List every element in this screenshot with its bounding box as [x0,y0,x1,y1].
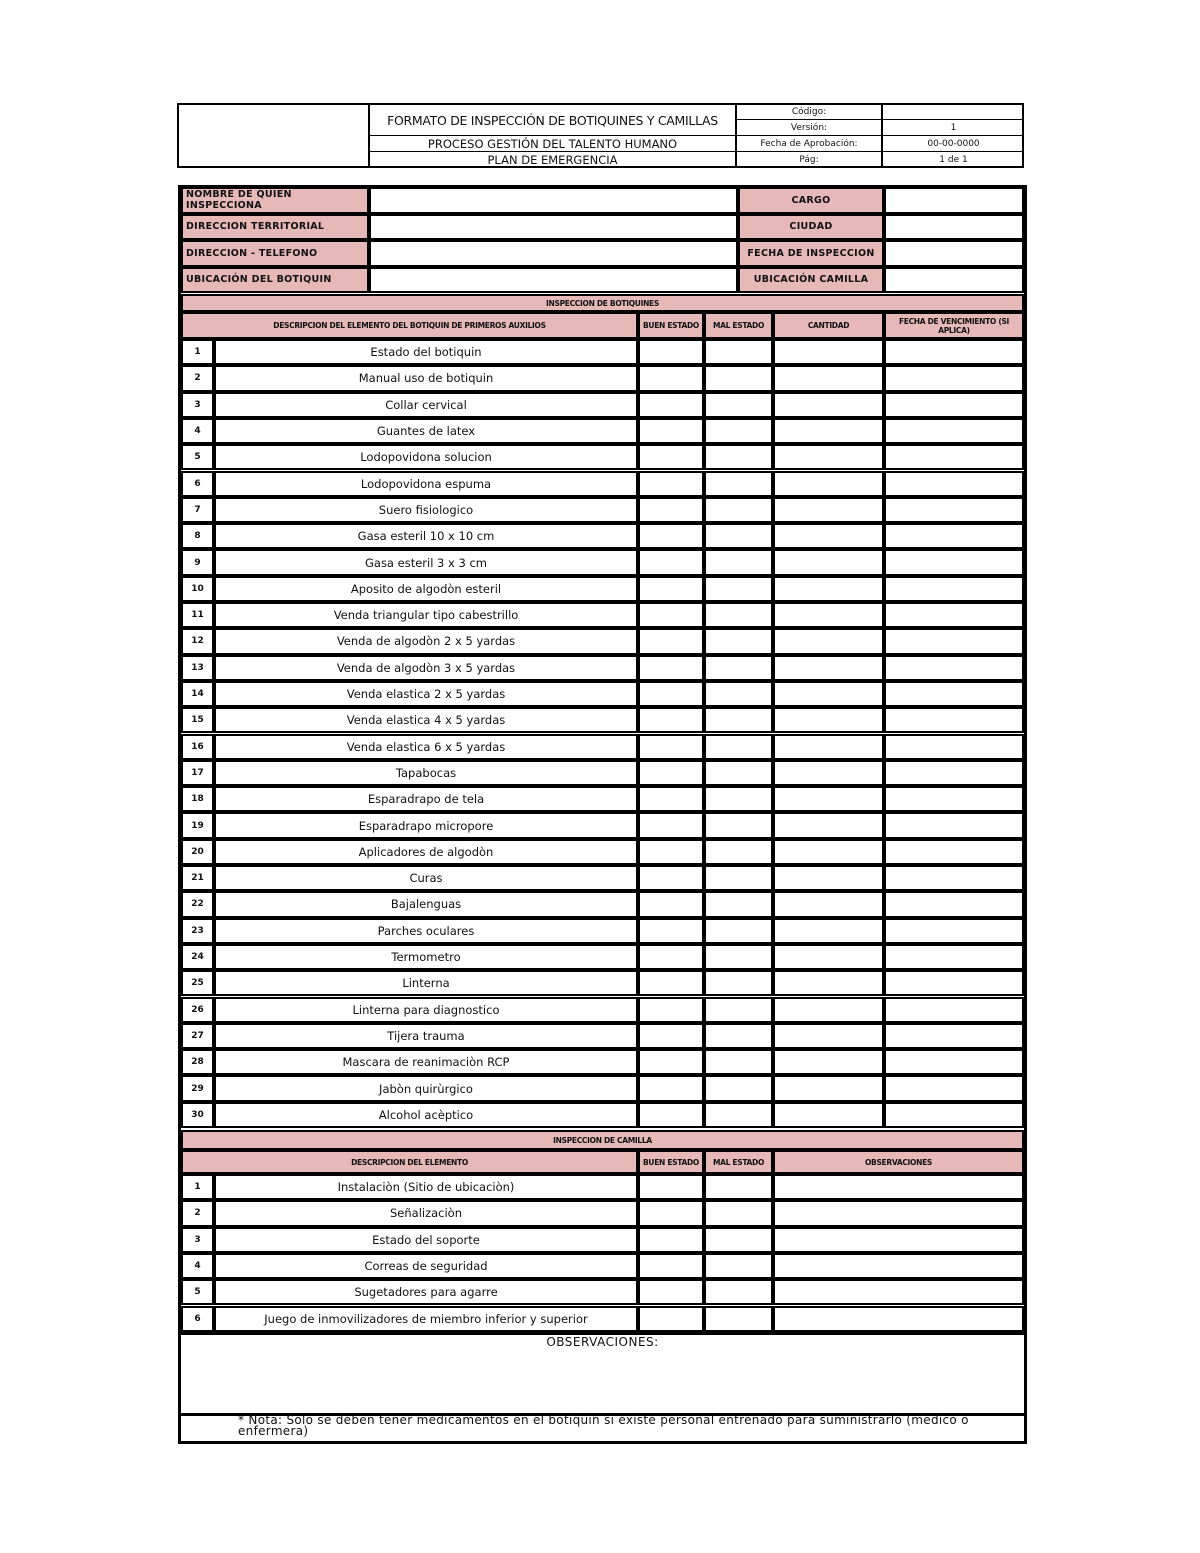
kit-item-good-field[interactable] [638,1102,704,1128]
kit-item-good-field[interactable] [638,602,704,628]
kit-item-name: Alcohol acèptico [214,1102,638,1128]
kit-item-good-field[interactable] [638,812,704,838]
kit-item-good-field[interactable] [638,1075,704,1101]
stretcher-item-name: Señalizaciòn [214,1200,638,1226]
kit-item-quantity-field[interactable] [773,1049,884,1075]
kit-item-name: Linterna [214,970,638,996]
kit-item-quantity-field[interactable] [773,707,884,733]
kit-item-bad-field[interactable] [704,576,773,602]
kit-item-good-field[interactable] [638,918,704,944]
kit-item-expiry-field[interactable] [884,681,1024,707]
kit-item-expiry-field[interactable] [884,365,1024,391]
kit-item-name: Gasa esteril 3 x 3 cm [214,549,638,575]
kit-item-name: Curas [214,865,638,891]
meta-label-code: Código: [791,107,827,117]
kit-item-name: Jabòn quirùrgico [214,1075,638,1101]
field-address[interactable] [369,240,738,267]
kit-item-quantity-field[interactable] [773,839,884,865]
field-territorial[interactable] [369,214,738,241]
kit-item-number: 11 [181,602,214,628]
stretcher-item-observations-field[interactable] [773,1227,1024,1253]
kit-item-good-field[interactable] [638,549,704,575]
kit-item-name: Lodopovidona espuma [214,471,638,497]
kit-item-quantity-field[interactable] [773,444,884,470]
kit-item-bad-field[interactable] [704,681,773,707]
kit-item-name: Esparadrapo micropore [214,812,638,838]
kit-item-bad-field[interactable] [704,997,773,1023]
kit-item-name: Esparadrapo de tela [214,786,638,812]
kit-col-quantity: CANTIDAD [773,312,884,339]
meta-label-approval-date: Fecha de Aprobación: [760,138,858,149]
note-text: * Nota: Solo se deben tener medicamentos en el botiquin si existe personal entrenado para suministrarlo (médico o enfermera) [238,1413,969,1438]
stretcher-item-good-field[interactable] [638,1306,704,1332]
kit-item-number: 10 [181,576,214,602]
kit-item-expiry-field[interactable] [884,576,1024,602]
label-address-right: FECHA DE INSPECCION [738,240,884,267]
kit-item-name: Venda de algodòn 3 x 5 yardas [214,655,638,681]
kit-item-expiry-field[interactable] [884,444,1024,470]
kit-item-quantity-field[interactable] [773,1075,884,1101]
kit-item-quantity-field[interactable] [773,497,884,523]
kit-item-good-field[interactable] [638,997,704,1023]
kit-item-name: Manual uso de botiquin [214,365,638,391]
kit-item-bad-field[interactable] [704,760,773,786]
kit-item-name: Aplicadores de algodòn [214,839,638,865]
kit-col-good: BUEN ESTADO [638,312,704,339]
kit-item-bad-field[interactable] [704,812,773,838]
kit-item-name: Venda elastica 4 x 5 yardas [214,707,638,733]
field-inspector[interactable] [369,187,738,214]
kit-item-good-field[interactable] [638,523,704,549]
kit-item-good-field[interactable] [638,839,704,865]
stretcher-item-number: 2 [181,1200,214,1226]
kit-item-good-field[interactable] [638,681,704,707]
kit-item-good-field[interactable] [638,418,704,444]
stretcher-item-name: Estado del soporte [214,1227,638,1253]
kit-item-quantity-field[interactable] [773,365,884,391]
kit-item-expiry-field[interactable] [884,760,1024,786]
kit-item-expiry-field[interactable] [884,918,1024,944]
label-territorial-right: CIUDAD [738,214,884,241]
kit-item-quantity-field[interactable] [773,339,884,365]
kit-item-name: Suero fisiologico [214,497,638,523]
kit-item-expiry-field[interactable] [884,786,1024,812]
kit-item-number: 17 [181,760,214,786]
kit-item-quantity-field[interactable] [773,655,884,681]
plan-name: PLAN DE EMERGENCIA [487,152,618,167]
kit-item-bad-field[interactable] [704,944,773,970]
kit-item-number: 6 [181,471,214,497]
kit-item-expiry-field[interactable] [884,471,1024,497]
stretcher-item-name: Instalaciòn (Sitio de ubicaciòn) [214,1174,638,1200]
kit-item-bad-field[interactable] [704,865,773,891]
stretcher-item-bad-field[interactable] [704,1279,773,1305]
label-kit-location: UBICACIÓN DEL BOTIQUIN [181,267,369,294]
kit-item-good-field[interactable] [638,365,704,391]
process-name: PROCESO GESTIÓN DEL TALENTO HUMANO [427,136,678,151]
kit-item-bad-field[interactable] [704,523,773,549]
kit-item-number: 28 [181,1049,214,1075]
stretcher-section-title: INSPECCION DE CAMILLA [181,1130,1024,1150]
kit-item-quantity-field[interactable] [773,812,884,838]
kit-item-quantity-field[interactable] [773,523,884,549]
kit-item-number: 27 [181,1023,214,1049]
kit-item-good-field[interactable] [638,865,704,891]
kit-item-quantity-field[interactable] [773,549,884,575]
kit-item-expiry-field[interactable] [884,1102,1024,1128]
kit-item-number: 21 [181,865,214,891]
label-territorial: DIRECCION TERRITORIAL [181,214,369,241]
stretcher-item-good-field[interactable] [638,1253,704,1279]
kit-item-number: 2 [181,365,214,391]
kit-item-expiry-field[interactable] [884,497,1024,523]
stretcher-item-observations-field[interactable] [773,1253,1024,1279]
stretcher-item-number: 6 [181,1306,214,1332]
kit-item-quantity-field[interactable] [773,628,884,654]
kit-item-number: 18 [181,786,214,812]
kit-item-bad-field[interactable] [704,1049,773,1075]
kit-item-bad-field[interactable] [704,1102,773,1128]
kit-item-name: Gasa esteril 10 x 10 cm [214,523,638,549]
observations-label: OBSERVACIONES: [546,1335,659,1349]
kit-item-name: Termometro [214,944,638,970]
stretcher-item-number: 4 [181,1253,214,1279]
kit-item-bad-field[interactable] [704,628,773,654]
stretcher-item-name: Correas de seguridad [214,1253,638,1279]
label-inspector: NOMBRE DE QUIEN INSPECCIONA [181,187,369,214]
kit-item-expiry-field[interactable] [884,970,1024,996]
kit-item-bad-field[interactable] [704,497,773,523]
stretcher-col-bad: MAL ESTADO [704,1150,773,1174]
kit-item-good-field[interactable] [638,628,704,654]
meta-value-approval-date: 00-00-0000 [927,138,980,149]
label-inspector-right: CARGO [738,187,884,214]
meta-value-version: 1 [950,122,957,133]
kit-item-bad-field[interactable] [704,891,773,917]
kit-item-quantity-field[interactable] [773,734,884,760]
kit-item-expiry-field[interactable] [884,418,1024,444]
field-territorial-right[interactable] [884,214,1024,241]
kit-item-expiry-field[interactable] [884,339,1024,365]
label-address: DIRECCION - TELEFONO [181,240,369,267]
stretcher-item-observations-field[interactable] [773,1306,1024,1332]
kit-item-number: 9 [181,549,214,575]
kit-item-expiry-field[interactable] [884,1049,1024,1075]
kit-col-bad: MAL ESTADO [704,312,773,339]
kit-item-number: 20 [181,839,214,865]
kit-item-name: Aposito de algodòn esteril [214,576,638,602]
kit-item-name: Linterna para diagnostico [214,997,638,1023]
stretcher-item-number: 3 [181,1227,214,1253]
kit-item-good-field[interactable] [638,786,704,812]
kit-item-name: Mascara de reanimaciòn RCP [214,1049,638,1075]
field-address-right[interactable] [884,240,1024,267]
kit-item-number: 5 [181,444,214,470]
kit-item-expiry-field[interactable] [884,944,1024,970]
kit-item-good-field[interactable] [638,655,704,681]
kit-item-bad-field[interactable] [704,418,773,444]
kit-item-good-field[interactable] [638,1023,704,1049]
kit-item-expiry-field[interactable] [884,655,1024,681]
kit-item-bad-field[interactable] [704,549,773,575]
kit-item-good-field[interactable] [638,760,704,786]
kit-item-good-field[interactable] [638,970,704,996]
meta-value-code [883,105,1024,119]
kit-item-good-field[interactable] [638,891,704,917]
kit-item-number: 26 [181,997,214,1023]
kit-item-bad-field[interactable] [704,1023,773,1049]
kit-item-good-field[interactable] [638,1049,704,1075]
kit-item-bad-field[interactable] [704,365,773,391]
kit-item-good-field[interactable] [638,444,704,470]
kit-item-number: 8 [181,523,214,549]
kit-item-number: 14 [181,681,214,707]
kit-item-name: Parches oculares [214,918,638,944]
kit-item-good-field[interactable] [638,707,704,733]
kit-item-number: 30 [181,1102,214,1128]
kit-item-quantity-field[interactable] [773,865,884,891]
kit-item-bad-field[interactable] [704,839,773,865]
kit-item-quantity-field[interactable] [773,471,884,497]
kit-item-name: Venda elastica 6 x 5 yardas [214,734,638,760]
stretcher-col-good: BUEN ESTADO [638,1150,704,1174]
kit-item-name: Collar cervical [214,392,638,418]
kit-item-name: Guantes de latex [214,418,638,444]
kit-item-good-field[interactable] [638,392,704,418]
kit-item-name: Tapabocas [214,760,638,786]
stretcher-item-name: Sugetadores para agarre [214,1279,638,1305]
kit-item-expiry-field[interactable] [884,1075,1024,1101]
kit-item-number: 12 [181,628,214,654]
kit-item-bad-field[interactable] [704,471,773,497]
kit-section-title: INSPECCION DE BOTIQUINES [181,294,1024,312]
kit-item-number: 24 [181,944,214,970]
kit-item-good-field[interactable] [638,576,704,602]
kit-item-quantity-field[interactable] [773,997,884,1023]
kit-item-bad-field[interactable] [704,918,773,944]
kit-item-number: 4 [181,418,214,444]
kit-item-quantity-field[interactable] [773,392,884,418]
label-kit-location-right: UBICACIÓN CAMILLA [738,267,884,294]
kit-item-expiry-field[interactable] [884,392,1024,418]
stretcher-col-observations: OBSERVACIONES [773,1150,1024,1174]
kit-item-good-field[interactable] [638,497,704,523]
kit-item-number: 7 [181,497,214,523]
field-kit-location[interactable] [369,267,738,294]
kit-item-number: 22 [181,891,214,917]
stretcher-item-bad-field[interactable] [704,1253,773,1279]
kit-item-quantity-field[interactable] [773,576,884,602]
kit-item-number: 23 [181,918,214,944]
kit-item-good-field[interactable] [638,734,704,760]
kit-item-expiry-field[interactable] [884,865,1024,891]
kit-item-good-field[interactable] [638,944,704,970]
stretcher-item-observations-field[interactable] [773,1174,1024,1200]
kit-item-bad-field[interactable] [704,1075,773,1101]
kit-item-expiry-field[interactable] [884,1023,1024,1049]
kit-col-expiry: FECHA DE VENCIMIENTO (SI APLICA) [884,312,1024,339]
kit-item-number: 15 [181,707,214,733]
kit-item-bad-field[interactable] [704,655,773,681]
kit-item-quantity-field[interactable] [773,1102,884,1128]
kit-item-expiry-field[interactable] [884,523,1024,549]
kit-item-expiry-field[interactable] [884,628,1024,654]
kit-item-bad-field[interactable] [704,444,773,470]
stretcher-item-bad-field[interactable] [704,1200,773,1226]
kit-item-quantity-field[interactable] [773,681,884,707]
kit-item-expiry-field[interactable] [884,891,1024,917]
kit-item-quantity-field[interactable] [773,891,884,917]
stretcher-item-bad-field[interactable] [704,1174,773,1200]
kit-item-number: 29 [181,1075,214,1101]
meta-label-version: Versión: [790,122,828,133]
kit-item-expiry-field[interactable] [884,707,1024,733]
kit-item-number: 1 [181,339,214,365]
kit-item-bad-field[interactable] [704,734,773,760]
kit-item-quantity-field[interactable] [773,786,884,812]
kit-item-quantity-field[interactable] [773,602,884,628]
kit-item-name: Tijera trauma [214,1023,638,1049]
form-title: FORMATO DE INSPECCIÓN DE BOTIQUINES Y CAMILLAS [387,112,718,128]
stretcher-item-observations-field[interactable] [773,1200,1024,1226]
field-inspector-right[interactable] [884,187,1024,214]
stretcher-item-number: 1 [181,1174,214,1200]
kit-item-expiry-field[interactable] [884,549,1024,575]
kit-item-expiry-field[interactable] [884,812,1024,838]
kit-item-name: Bajalenguas [214,891,638,917]
kit-item-name: Venda triangular tipo cabestrillo [214,602,638,628]
stretcher-item-name: Juego de inmovilizadores de miembro inferior y superior [214,1306,638,1332]
kit-item-bad-field[interactable] [704,339,773,365]
meta-label-page: Pág: [799,154,819,165]
kit-item-number: 16 [181,734,214,760]
meta-value-page: 1 de 1 [939,154,968,165]
stretcher-item-good-field[interactable] [638,1227,704,1253]
kit-item-quantity-field[interactable] [773,418,884,444]
kit-item-expiry-field[interactable] [884,839,1024,865]
kit-item-good-field[interactable] [638,339,704,365]
kit-item-name: Lodopovidona solucion [214,444,638,470]
kit-item-quantity-field[interactable] [773,944,884,970]
kit-item-bad-field[interactable] [704,970,773,996]
kit-item-bad-field[interactable] [704,392,773,418]
kit-item-number: 19 [181,812,214,838]
kit-col-description: DESCRIPCION DEL ELEMENTO DEL BOTIQUIN DE PRIMEROS AUXILIOS [181,312,638,339]
kit-item-quantity-field[interactable] [773,1023,884,1049]
kit-item-quantity-field[interactable] [773,918,884,944]
stretcher-item-good-field[interactable] [638,1200,704,1226]
kit-item-quantity-field[interactable] [773,760,884,786]
stretcher-item-observations-field[interactable] [773,1279,1024,1305]
kit-item-expiry-field[interactable] [884,602,1024,628]
kit-item-expiry-field[interactable] [884,997,1024,1023]
kit-item-number: 13 [181,655,214,681]
kit-item-quantity-field[interactable] [773,970,884,996]
stretcher-item-bad-field[interactable] [704,1306,773,1332]
kit-item-bad-field[interactable] [704,707,773,733]
stretcher-item-good-field[interactable] [638,1279,704,1305]
kit-item-number: 25 [181,970,214,996]
stretcher-col-description: DESCRIPCION DEL ELEMENTO [181,1150,638,1174]
stretcher-item-bad-field[interactable] [704,1227,773,1253]
kit-item-name: Venda elastica 2 x 5 yardas [214,681,638,707]
stretcher-item-good-field[interactable] [638,1174,704,1200]
kit-item-expiry-field[interactable] [884,734,1024,760]
kit-item-name: Venda de algodòn 2 x 5 yardas [214,628,638,654]
kit-item-bad-field[interactable] [704,786,773,812]
field-kit-location-right[interactable] [884,267,1024,294]
kit-item-name: Estado del botiquin [214,339,638,365]
stretcher-item-number: 5 [181,1279,214,1305]
kit-item-number: 3 [181,392,214,418]
kit-item-good-field[interactable] [638,471,704,497]
kit-item-bad-field[interactable] [704,602,773,628]
